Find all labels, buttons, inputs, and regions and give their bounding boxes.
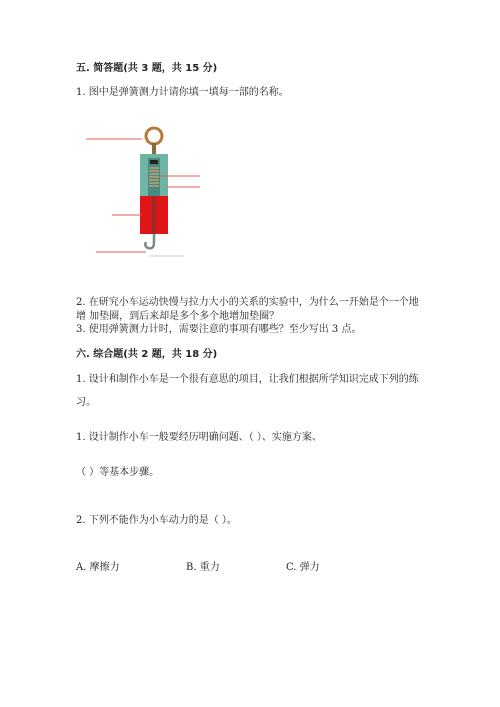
question-2-line2: 增 加垫圈，到后来却是多个多个地增加垫圈？ <box>76 311 280 322</box>
section5-heading: 五. 简答题(共 3 题，共 15 分) <box>76 63 218 74</box>
question-1: 1. 图中是弹簧测力计请你填一填每一部的名称。 <box>76 87 289 98</box>
option-b: B. 重力 <box>186 562 220 573</box>
section6-heading: 六. 综合题(共 2 题，共 18 分) <box>76 349 218 360</box>
ring-icon <box>146 128 162 144</box>
question-3: 3. 使用弹簧测力计时，需要注意的事项有哪些？至少写出 3 点。 <box>76 324 362 335</box>
sub-question-1-line2: （ ）等基本步骤。 <box>76 467 160 478</box>
spring-icon <box>149 168 159 186</box>
option-c: C. 弹力 <box>286 562 320 573</box>
option-a: A. 摩擦力 <box>76 562 120 573</box>
question-2-line1: 2. 在研究小车运动快慢与拉力大小的关系的实验中，为什么一开始是个一个地 <box>76 297 419 308</box>
comprehensive-intro-line2: 习。 <box>76 397 96 408</box>
sub-question-1-line1: 1. 设计制作小车一般要经历明确问题、（ ）、实施方案、 <box>76 432 322 443</box>
spring-scale-figure <box>80 122 200 262</box>
sub-question-2: 2. 下列不能作为小车动力的是（ ）。 <box>76 515 237 526</box>
comprehensive-intro-line1: 1. 设计和制作小车是一个很有意思的项目，让我们根据所学知识完成下列的练 <box>76 374 419 385</box>
hook-icon <box>145 234 154 248</box>
